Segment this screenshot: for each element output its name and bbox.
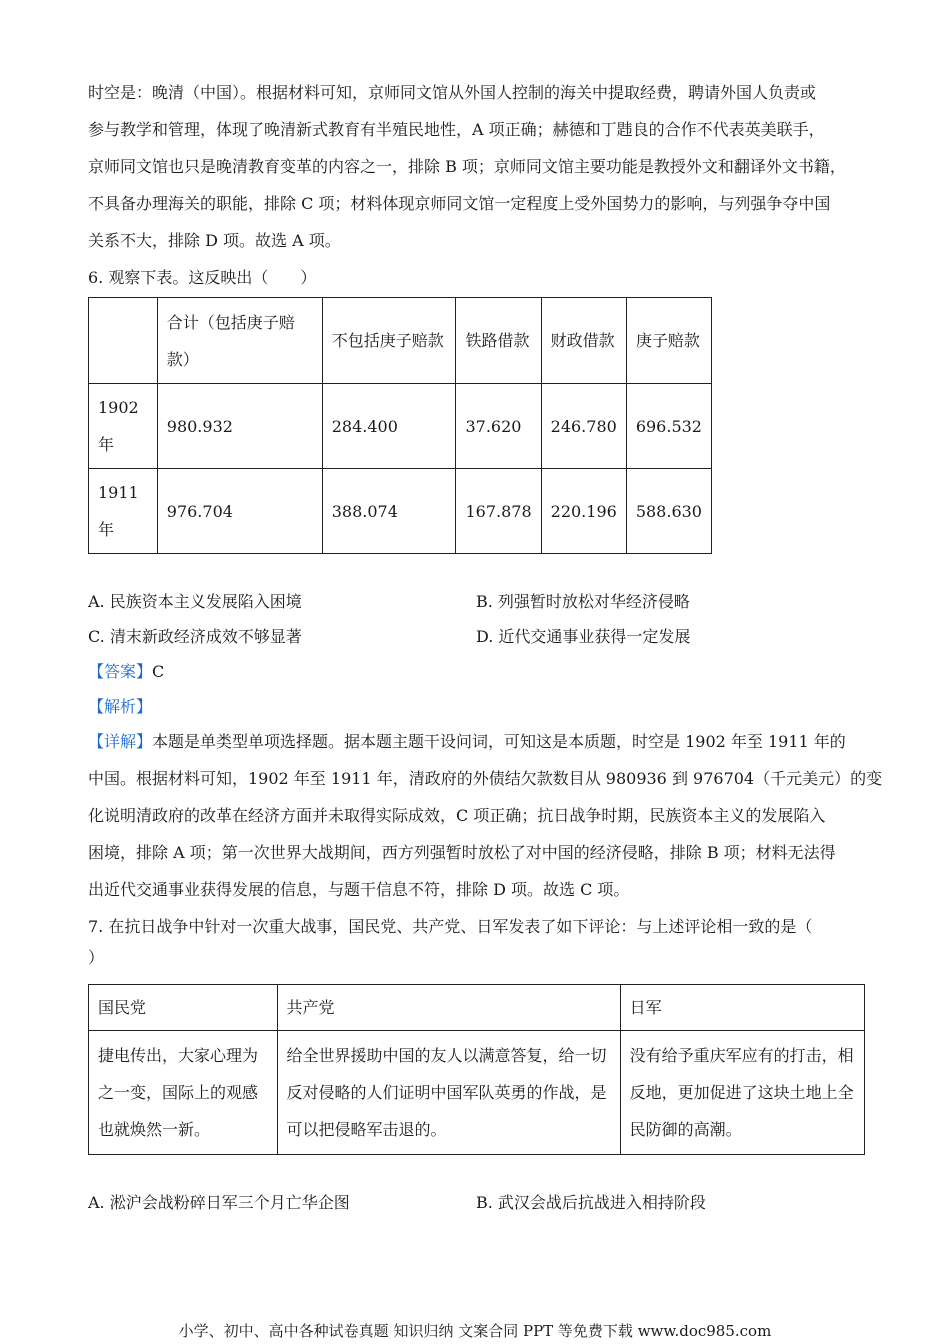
table-header-cell: 铁路借款	[456, 298, 541, 384]
page-footer: 小学、初中、高中各种试卷真题 知识归纳 文案合同 PPT 等免费下载 www.doc985.com	[178, 1322, 772, 1340]
table-header-cell: 共产党	[277, 985, 620, 1031]
table-cell: 980.932	[157, 384, 322, 469]
table-cell: 696.532	[626, 384, 711, 469]
question-stem: 7. 在抗日战争中针对一次重大战事，国民党、共产党、日军发表了如下评论：与上述评论相一致的是（	[88, 917, 813, 936]
table-cell: 没有给予重庆军应有的打击，相反地，更加促进了这块土地上全民防御的高潮。	[620, 1031, 864, 1155]
q7-table	[88, 984, 865, 1155]
table-header-cell: 庚子赔款	[626, 298, 711, 384]
text-line: 困境，排除 A 项；第一次世界大战期间，西方列强暂时放松了对中国的经济侵略，排除 B 项；材料无法得	[88, 843, 836, 862]
text-line	[88, 723, 868, 760]
detail-text: 本题是单类型单项选择题。据本题主题干设问词，可知这是本质题，时空是 1902 年至 1911 年的	[152, 732, 846, 751]
text-line: 京师同文馆也只是晚清教育变革的内容之一，排除 B 项；京师同文馆主要功能是教授外文和翻译外文书籍，	[88, 157, 846, 176]
q6-answer	[88, 660, 164, 684]
q6-analysis-tag	[88, 695, 152, 719]
table-header-cell: 不包括庚子赔款	[322, 298, 456, 384]
answer-value: C	[152, 662, 165, 681]
text-line: 出近代交通事业获得发展的信息，与题干信息不符，排除 D 项。故选 C 项。	[88, 880, 630, 899]
table-header-cell: 国民党	[89, 985, 278, 1031]
table-header-row	[89, 985, 865, 1031]
question-stem: ）	[88, 948, 105, 967]
table-row	[89, 469, 712, 554]
text-line: 参与教学和管理，体现了晚清新式教育有半殖民地性，A 项正确；赫德和丁韪良的合作不代表英美联手，	[88, 120, 825, 139]
text-line: 化说明清政府的改革在经济方面并未取得实际成效，C 项正确；抗日战争时期，民族资本主义的发展陷入	[88, 806, 826, 825]
table-cell: 167.878	[456, 469, 541, 554]
text-line: 中国。根据材料可知，1902 年至 1911 年，清政府的外债结欠款数目从 980936 到 976704（千元美元）的变	[88, 769, 883, 788]
q6-detail-paragraph	[88, 723, 883, 908]
table-cell: 246.780	[541, 384, 626, 469]
text-line: 时空是：晚清（中国）。根据材料可知，京师同文馆从外国人控制的海关中提取经费，聘请外国人负责或	[88, 83, 817, 102]
table-header-cell: 日军	[620, 985, 864, 1031]
table-cell: 976.704	[157, 469, 322, 554]
table-header-cell: 合计（包括庚子赔款）	[157, 298, 322, 384]
table-cell: 37.620	[456, 384, 541, 469]
table-cell: 588.630	[626, 469, 711, 554]
table-row	[89, 384, 712, 469]
table-cell	[89, 298, 158, 384]
table-cell: 284.400	[322, 384, 456, 469]
detail-tag: 【详解】	[88, 732, 153, 751]
table-cell: 388.074	[322, 469, 456, 554]
table-header-cell: 财政借款	[541, 298, 626, 384]
q6-table	[88, 297, 712, 554]
question-stem: 6. 观察下表。这反映出（ ）	[88, 268, 317, 287]
q7-stem	[88, 908, 868, 971]
table-cell: 捷电传出，大家心理为之一变，国际上的观感也就焕然一新。	[89, 1031, 278, 1155]
table-cell: 1911年	[89, 469, 158, 554]
table-row	[89, 1031, 865, 1155]
table-cell: 220.196	[541, 469, 626, 554]
q6-option-d: D. 近代交通事业获得一定发展	[476, 627, 691, 646]
analysis-tag: 【解析】	[88, 697, 153, 716]
q6-option-a: A. 民族资本主义发展陷入困境	[88, 592, 302, 611]
q6-option-b: B. 列强暂时放松对华经济侵略	[476, 592, 690, 611]
table-cell: 1902年	[89, 384, 158, 469]
text-line: 不具备办理海关的职能，排除 C 项；材料体现京师同文馆一定程度上受外国势力的影响，与列强争夺中国	[88, 194, 831, 213]
q5-explanation-paragraph	[88, 74, 868, 259]
table-cell: 给全世界援助中国的友人以满意答复，给一切反对侵略的人们证明中国军队英勇的作战，是可以把侵略军击退的。	[277, 1031, 620, 1155]
table-header-row	[89, 298, 712, 384]
q7-option-b: B. 武汉会战后抗战进入相持阶段	[476, 1193, 706, 1212]
q6-stem	[88, 259, 868, 296]
q6-option-c: C. 清末新政经济成效不够显著	[88, 627, 302, 646]
text-line: 关系不大，排除 D 项。故选 A 项。	[88, 231, 341, 250]
answer-tag: 【答案】	[88, 662, 153, 681]
q7-option-a: A. 淞沪会战粉碎日军三个月亡华企图	[88, 1193, 350, 1212]
